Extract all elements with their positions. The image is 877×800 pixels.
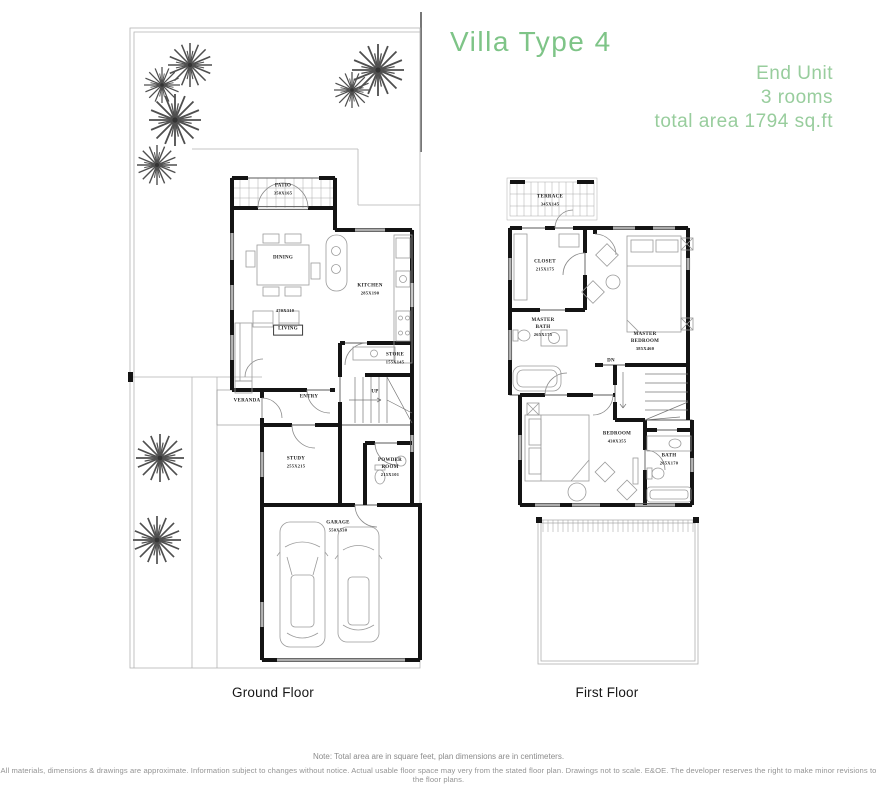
footer-note: Note: Total area are in square feet, plan dimensions are in centimeters.: [312, 752, 565, 761]
tree-icon: [149, 94, 201, 146]
stair-label-dn: DN: [607, 358, 615, 364]
room-label-dining: DINING: [272, 255, 294, 261]
master-bed: [627, 236, 681, 332]
windows: [231, 207, 414, 662]
room-label-bath: BATH 265X170: [659, 453, 679, 466]
room-label-kitchen: KITCHEN 285X190: [357, 283, 383, 296]
first-floor-plan: [505, 170, 705, 670]
closet-shelf: [559, 234, 579, 247]
room-label-closet: CLOSET 215X175: [534, 259, 556, 272]
basin: [669, 439, 681, 448]
stove: [396, 311, 410, 341]
kitchen-island: [326, 235, 347, 291]
first-floor-caption: First Floor: [575, 685, 639, 700]
toilet: [647, 468, 652, 479]
stairs-up: [349, 377, 412, 423]
dining-table: [257, 245, 309, 285]
room-label-living: LIVING: [273, 325, 303, 336]
unit-summary: [655, 62, 833, 134]
room-label-master-bath: MASTER BATH 265X175: [531, 318, 555, 337]
stairs-down: [620, 372, 688, 420]
unit-area: total area 1794 sq.ft: [654, 111, 833, 132]
unit-type: End Unit: [756, 63, 833, 84]
car: [277, 522, 328, 647]
tree-icon: [133, 516, 181, 564]
car: [335, 527, 382, 642]
tree-icon: [334, 72, 370, 108]
first-floor-plan-drawing: [505, 170, 705, 670]
tree-icon: [137, 145, 177, 185]
wall-outline-thin: [217, 178, 420, 660]
unit-rooms: 3 rooms: [760, 87, 833, 108]
room-label-entry: ENTRY: [299, 394, 319, 400]
room-label-terrace: TERRACE 345X145: [536, 194, 564, 207]
closet-shelf: [514, 234, 527, 300]
balcony-post: [693, 517, 699, 523]
room-label-store: STORE 155X145: [385, 352, 405, 365]
room-label-bedroom: BEDROOM 430X355: [602, 431, 632, 444]
bathtub: [647, 487, 691, 502]
footer-disclaimer: All materials, dimensions & drawings are approximate. Information subject to changes without notice. Actual usable floor space may very from the stated floor plan. Drawings not to scale. E&OE. The developer reserves the right to make minor revisions to the floor plans.: [0, 766, 877, 784]
ground-floor-caption: Ground Floor: [232, 685, 314, 700]
stair-label-up: UP: [371, 389, 379, 395]
room-label-master-bedroom: MASTER BEDROOM 385X460: [630, 332, 660, 351]
tree-icon: [136, 434, 184, 482]
ground-floor-plan: [125, 25, 440, 670]
balcony-post: [536, 517, 542, 523]
roof-terrace: [538, 520, 698, 664]
mirror: [633, 458, 638, 484]
gate-post: [128, 372, 133, 382]
room-label-veranda: VERANDA: [233, 398, 261, 404]
room-dims-living: 470X310: [275, 307, 295, 313]
toilet: [513, 330, 518, 341]
page-title: Villa Type 4: [450, 26, 612, 57]
room-label-garage: GARAGE 550X530: [326, 520, 350, 533]
ground-floor-plan-drawing: [125, 25, 440, 670]
room-label-patio: PATIO 350X165: [273, 183, 293, 196]
room-label-study: STUDY 255X215: [286, 456, 306, 469]
sofa: [235, 323, 252, 381]
room-label-powder-room: POWDER ROOM 215X101: [378, 458, 402, 477]
